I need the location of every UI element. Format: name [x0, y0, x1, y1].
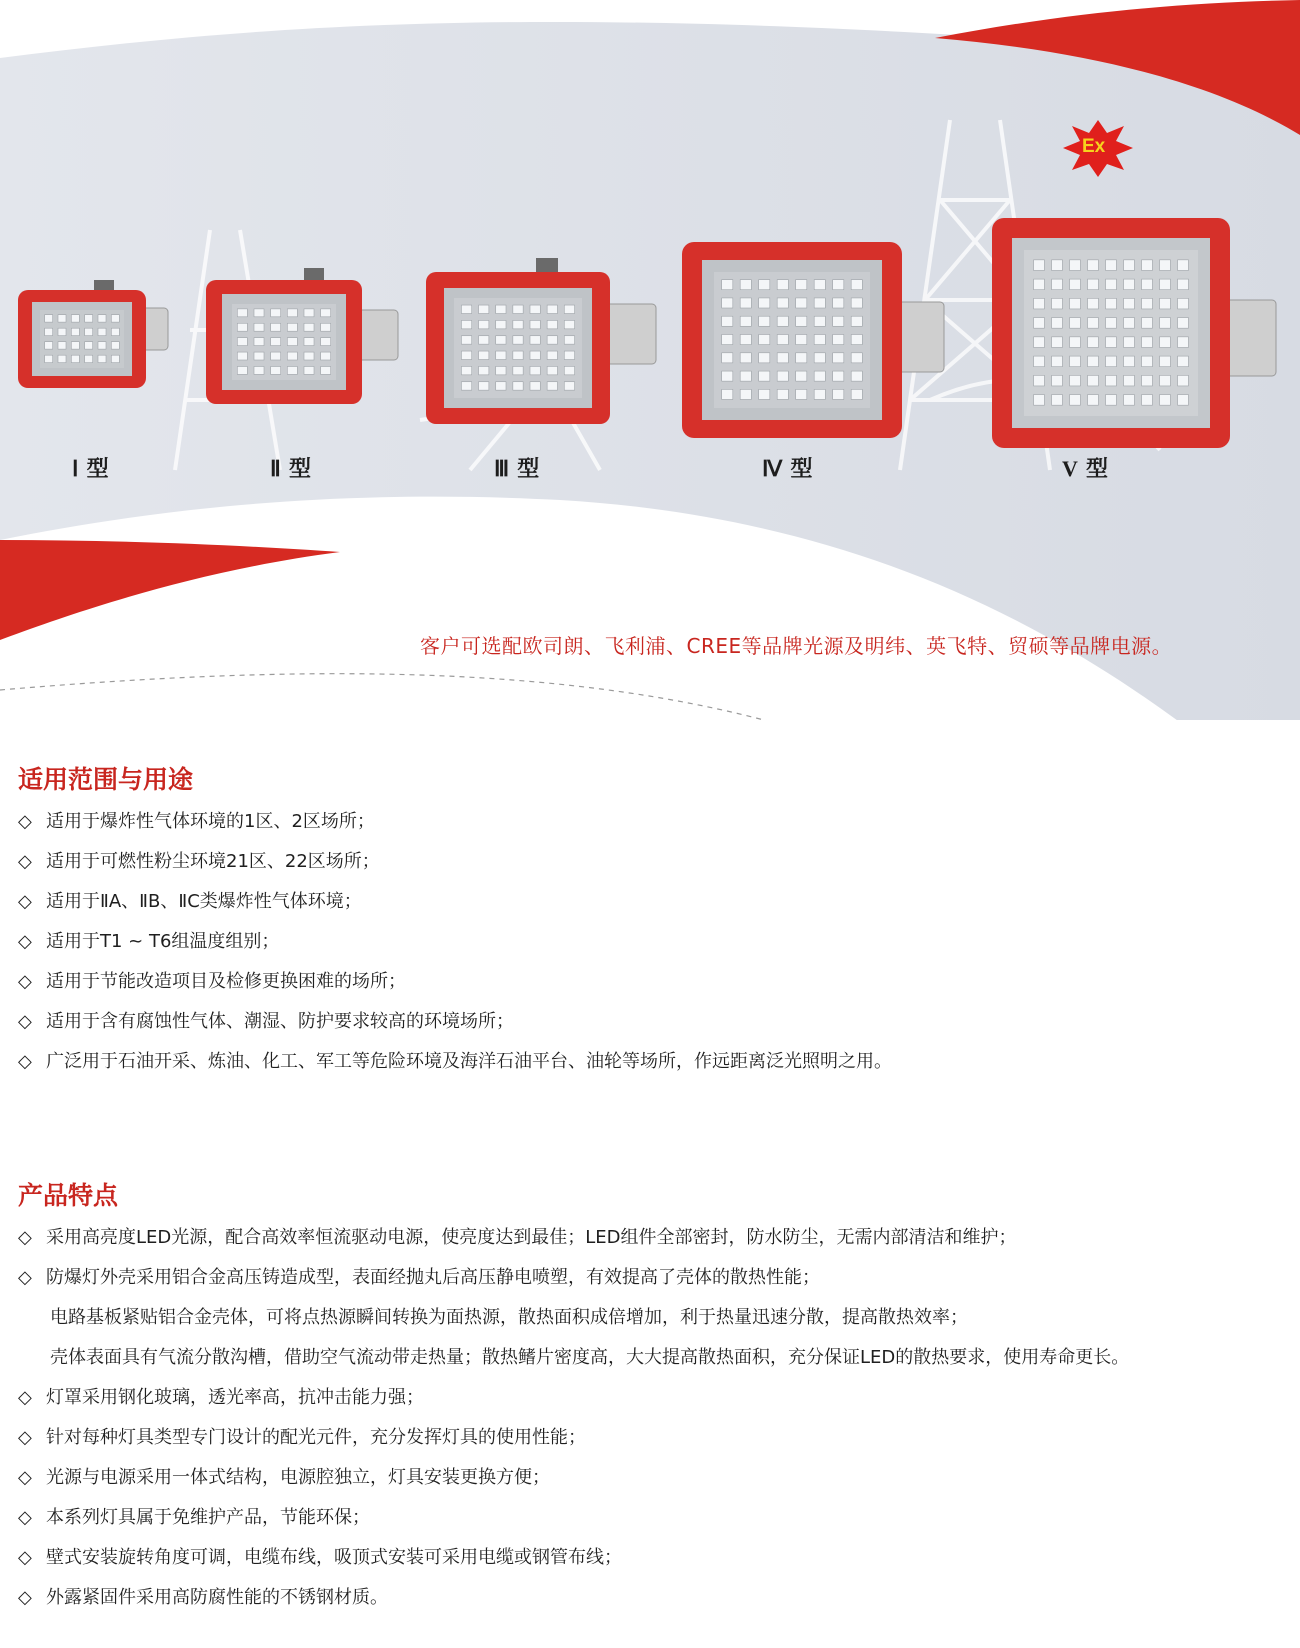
led-chip [304, 323, 314, 331]
led-chip [814, 298, 825, 308]
led-chip [1160, 356, 1171, 367]
led-chip [71, 328, 79, 335]
ex-mark: Ex [1082, 136, 1106, 157]
led-chip [321, 338, 331, 346]
led-chip [71, 315, 79, 322]
led-chip [1160, 260, 1171, 271]
led-chip [759, 280, 770, 290]
led-chip [71, 355, 79, 362]
list-item: ◇ 适用于T1 ~ T6组温度组别； [18, 931, 280, 952]
led-chip [530, 351, 540, 359]
led-chip [1178, 260, 1189, 271]
list-item: ◇ 适用于ⅡA、ⅡB、ⅡC类爆炸性气体环境； [18, 891, 362, 912]
led-chip [45, 355, 53, 362]
led-chip [98, 355, 106, 362]
led-chip [1142, 279, 1153, 290]
led-chip [1052, 375, 1063, 386]
led-chip [513, 336, 523, 344]
list-item: ◇ 适用于节能改造项目及检修更换困难的场所； [18, 971, 406, 992]
led-chip [271, 309, 281, 317]
led-chip [759, 371, 770, 381]
led-chip [496, 382, 506, 390]
led-chip [1088, 375, 1099, 386]
led-chip [1070, 356, 1081, 367]
led-chip [1052, 356, 1063, 367]
led-chip [1160, 337, 1171, 348]
led-chip [740, 335, 751, 345]
led-chip [777, 316, 788, 326]
led-chip [547, 382, 557, 390]
lamp-label-2: Ⅱ 型 [270, 456, 312, 481]
led-chip [1142, 337, 1153, 348]
led-chip [1070, 375, 1081, 386]
led-chip [530, 320, 540, 328]
led-chip [1070, 318, 1081, 329]
led-chip [1088, 298, 1099, 309]
led-chip [851, 389, 862, 399]
led-chip [237, 352, 247, 360]
lamp-label-1: Ⅰ 型 [72, 456, 110, 481]
led-chip [851, 280, 862, 290]
led-chip [304, 366, 314, 374]
led-chip [479, 382, 489, 390]
led-chip [304, 309, 314, 317]
led-chip [759, 316, 770, 326]
led-chip [85, 355, 93, 362]
led-chip [496, 351, 506, 359]
led-chip [85, 342, 93, 349]
led-chip [271, 323, 281, 331]
led-chip [814, 389, 825, 399]
led-chip [1106, 356, 1117, 367]
lamp-label-3: Ⅲ 型 [494, 456, 541, 481]
led-chip [461, 351, 471, 359]
led-chip [777, 280, 788, 290]
led-chip [777, 298, 788, 308]
led-chip [796, 298, 807, 308]
led-chip [461, 320, 471, 328]
led-chip [1142, 318, 1153, 329]
led-chip [1178, 337, 1189, 348]
led-chip [530, 366, 540, 374]
led-chip [287, 338, 297, 346]
led-chip [1142, 260, 1153, 271]
led-chip [461, 366, 471, 374]
led-chip [851, 353, 862, 363]
led-chip [796, 280, 807, 290]
led-chip [1034, 356, 1045, 367]
led-chip [564, 320, 574, 328]
led-chip [833, 389, 844, 399]
led-chip [1106, 279, 1117, 290]
led-chip [1034, 298, 1045, 309]
led-chip [1160, 375, 1171, 386]
led-chip [496, 320, 506, 328]
led-chip [740, 353, 751, 363]
led-chip [1070, 298, 1081, 309]
led-chip [45, 328, 53, 335]
led-chip [479, 320, 489, 328]
led-chip [814, 353, 825, 363]
led-chip [287, 352, 297, 360]
led-chip [321, 366, 331, 374]
led-chip [254, 338, 264, 346]
led-chip [833, 371, 844, 381]
led-chip [722, 335, 733, 345]
led-chip [777, 353, 788, 363]
led-chip [1178, 279, 1189, 290]
led-chip [851, 371, 862, 381]
led-chip [740, 316, 751, 326]
led-chip [1106, 260, 1117, 271]
led-chip [814, 280, 825, 290]
led-chip [1034, 279, 1045, 290]
led-chip [1070, 395, 1081, 406]
led-chip [759, 298, 770, 308]
led-chip [740, 389, 751, 399]
list-item: ◇ 外露紧固件采用高防腐性能的不锈钢材质。 [18, 1587, 388, 1608]
led-chip [740, 298, 751, 308]
led-chip [1034, 337, 1045, 348]
led-chip [496, 366, 506, 374]
led-chip [304, 338, 314, 346]
list-item: ◇ 适用于可燃性粉尘环境21区、22区场所； [18, 851, 380, 872]
led-chip [1160, 298, 1171, 309]
led-chip [98, 328, 106, 335]
led-chip [851, 298, 862, 308]
led-chip [1124, 395, 1135, 406]
led-chip [1124, 279, 1135, 290]
led-chip [777, 335, 788, 345]
led-chip [722, 280, 733, 290]
led-chip [1142, 356, 1153, 367]
led-chip [1088, 356, 1099, 367]
led-chip [98, 342, 106, 349]
led-chip [1178, 356, 1189, 367]
led-chip [254, 309, 264, 317]
led-chip [1052, 318, 1063, 329]
lamp-image-5 [990, 216, 1280, 452]
led-chip [796, 389, 807, 399]
led-chip [111, 328, 119, 335]
led-chip [237, 309, 247, 317]
led-chip [564, 366, 574, 374]
led-chip [777, 389, 788, 399]
led-chip [851, 335, 862, 345]
led-chip [833, 316, 844, 326]
led-chip [564, 382, 574, 390]
led-chip [237, 366, 247, 374]
led-chip [271, 366, 281, 374]
led-chip [237, 338, 247, 346]
led-chip [530, 336, 540, 344]
led-chip [321, 323, 331, 331]
led-chip [237, 323, 247, 331]
led-chip [777, 371, 788, 381]
led-chip [85, 315, 93, 322]
lamp-image-3 [424, 256, 664, 432]
led-chip [547, 320, 557, 328]
led-chip [833, 335, 844, 345]
led-chip [833, 353, 844, 363]
led-chip [111, 355, 119, 362]
led-chip [1034, 375, 1045, 386]
led-chip [1124, 298, 1135, 309]
led-chip [1088, 318, 1099, 329]
led-chip [1124, 260, 1135, 271]
scope-list [18, 802, 892, 1082]
led-chip [58, 328, 66, 335]
led-chip [85, 328, 93, 335]
led-chip [547, 366, 557, 374]
led-chip [58, 315, 66, 322]
led-chip [111, 342, 119, 349]
led-chip [287, 323, 297, 331]
led-chip [1124, 356, 1135, 367]
led-chip [1160, 395, 1171, 406]
led-chip [479, 366, 489, 374]
list-item: ◇ 采用高亮度LED光源，配合高效率恒流驱动电源，使亮度达到最佳；LED组件全部密封，防水防尘，无需内部清洁和维护； [18, 1227, 1017, 1248]
led-chip [814, 316, 825, 326]
led-chip [1142, 298, 1153, 309]
led-chip [1160, 279, 1171, 290]
led-chip [271, 352, 281, 360]
led-chip [1124, 375, 1135, 386]
led-chip [111, 315, 119, 322]
led-chip [1178, 395, 1189, 406]
led-chip [1178, 318, 1189, 329]
led-chip [1088, 260, 1099, 271]
led-chip [759, 389, 770, 399]
led-chip [479, 305, 489, 313]
led-chip [496, 336, 506, 344]
led-chip [45, 315, 53, 322]
led-chip [1106, 375, 1117, 386]
led-chip [759, 353, 770, 363]
led-chip [461, 336, 471, 344]
led-chip [1070, 260, 1081, 271]
led-chip [1052, 395, 1063, 406]
led-chip [45, 342, 53, 349]
list-item: ◇ 广泛用于石油开采、炼油、化工、军工等危险环境及海洋石油平台、油轮等场所，作远距离泛光照明之用。 [18, 1051, 892, 1072]
lamp-label-5: V 型 [1062, 456, 1110, 481]
led-chip [1124, 318, 1135, 329]
led-chip [513, 320, 523, 328]
list-item: ◇ 灯罩采用钢化玻璃，透光率高，抗冲击能力强； [18, 1387, 424, 1408]
led-chip [547, 305, 557, 313]
led-chip [564, 336, 574, 344]
led-chip [833, 280, 844, 290]
led-chip [722, 298, 733, 308]
led-chip [722, 353, 733, 363]
led-chip [513, 305, 523, 313]
lamp-image-4 [680, 238, 950, 444]
led-chip [564, 351, 574, 359]
led-chip [796, 371, 807, 381]
led-chip [1052, 298, 1063, 309]
led-chip [321, 309, 331, 317]
led-chip [461, 305, 471, 313]
list-item: ◇ 本系列灯具属于免维护产品，节能环保； [18, 1507, 370, 1528]
led-chip [1034, 395, 1045, 406]
led-chip [1088, 337, 1099, 348]
led-chip [513, 351, 523, 359]
led-chip [254, 323, 264, 331]
features-title: 产品特点 [18, 1181, 119, 1210]
led-chip [722, 389, 733, 399]
led-chip [1124, 337, 1135, 348]
list-item: 电路基板紧贴铝合金壳体，可将点热源瞬间转换为面热源，散热面积成倍增加，利于热量迅速分散，提高散热效率； [50, 1307, 968, 1328]
led-chip [304, 352, 314, 360]
led-chip [722, 316, 733, 326]
led-chip [271, 338, 281, 346]
led-chip [1178, 375, 1189, 386]
scope-title: 适用范围与用途 [18, 765, 194, 794]
led-chip [564, 305, 574, 313]
list-item: ◇ 光源与电源采用一体式结构，电源腔独立，灯具安装更换方便； [18, 1467, 550, 1488]
led-chip [71, 342, 79, 349]
list-item: ◇ 防爆灯外壳采用铝合金高压铸造成型，表面经抛丸后高压静电喷塑，有效提高了壳体的散热性能； [18, 1267, 820, 1288]
led-chip [58, 342, 66, 349]
led-chip [1052, 279, 1063, 290]
features-list [18, 1218, 1129, 1618]
led-chip [1052, 260, 1063, 271]
led-chip [796, 335, 807, 345]
led-chip [759, 335, 770, 345]
led-chip [1088, 279, 1099, 290]
led-chip [530, 305, 540, 313]
lamp-label-4: Ⅳ 型 [762, 456, 814, 481]
led-chip [461, 382, 471, 390]
led-chip [1178, 298, 1189, 309]
led-chip [1142, 375, 1153, 386]
led-chip [58, 355, 66, 362]
led-chip [1106, 298, 1117, 309]
led-chip [496, 305, 506, 313]
led-chip [254, 352, 264, 360]
list-item: ◇ 适用于爆炸性气体环境的1区、2区场所； [18, 811, 375, 832]
led-chip [530, 382, 540, 390]
led-chip [722, 371, 733, 381]
led-chip [740, 371, 751, 381]
led-chip [1052, 337, 1063, 348]
list-item: ◇ 针对每种灯具类型专门设计的配光元件，充分发挥灯具的使用性能； [18, 1427, 586, 1448]
led-chip [479, 351, 489, 359]
list-item: 壳体表面具有气流分散沟槽，借助空气流动带走热量；散热鳍片密度高，大大提高散热面积，充分保证LED的散热要求，使用寿命更长。 [50, 1347, 1130, 1368]
led-chip [1106, 318, 1117, 329]
led-chip [1034, 260, 1045, 271]
led-chip [287, 309, 297, 317]
led-chip [1088, 395, 1099, 406]
led-chip [833, 298, 844, 308]
led-chip [740, 280, 751, 290]
led-chip [1070, 337, 1081, 348]
led-chip [851, 316, 862, 326]
led-chip [1160, 318, 1171, 329]
led-chip [98, 315, 106, 322]
list-item: ◇ 壁式安装旋转角度可调，电缆布线，吸顶式安装可采用电缆或钢管布线； [18, 1547, 622, 1568]
led-chip [547, 336, 557, 344]
led-chip [796, 316, 807, 326]
led-chip [321, 352, 331, 360]
lamp-image-2 [204, 266, 404, 416]
led-chip [479, 336, 489, 344]
lamp-image-1 [16, 278, 176, 398]
led-chip [254, 366, 264, 374]
led-chip [1106, 395, 1117, 406]
led-chip [796, 353, 807, 363]
led-chip [1106, 337, 1117, 348]
led-chip [547, 351, 557, 359]
led-chip [814, 371, 825, 381]
led-chip [513, 366, 523, 374]
led-chip [287, 366, 297, 374]
led-chip [1070, 279, 1081, 290]
led-chip [1142, 395, 1153, 406]
list-item: ◇ 适用于含有腐蚀性气体、潮湿、防护要求较高的环境场所； [18, 1011, 514, 1032]
brand-note: 客户可选配欧司朗、飞利浦、CREE等品牌光源及明纬、英飞特、贸硕等品牌电源。 [420, 634, 1173, 658]
led-chip [814, 335, 825, 345]
led-chip [1034, 318, 1045, 329]
led-chip [513, 382, 523, 390]
